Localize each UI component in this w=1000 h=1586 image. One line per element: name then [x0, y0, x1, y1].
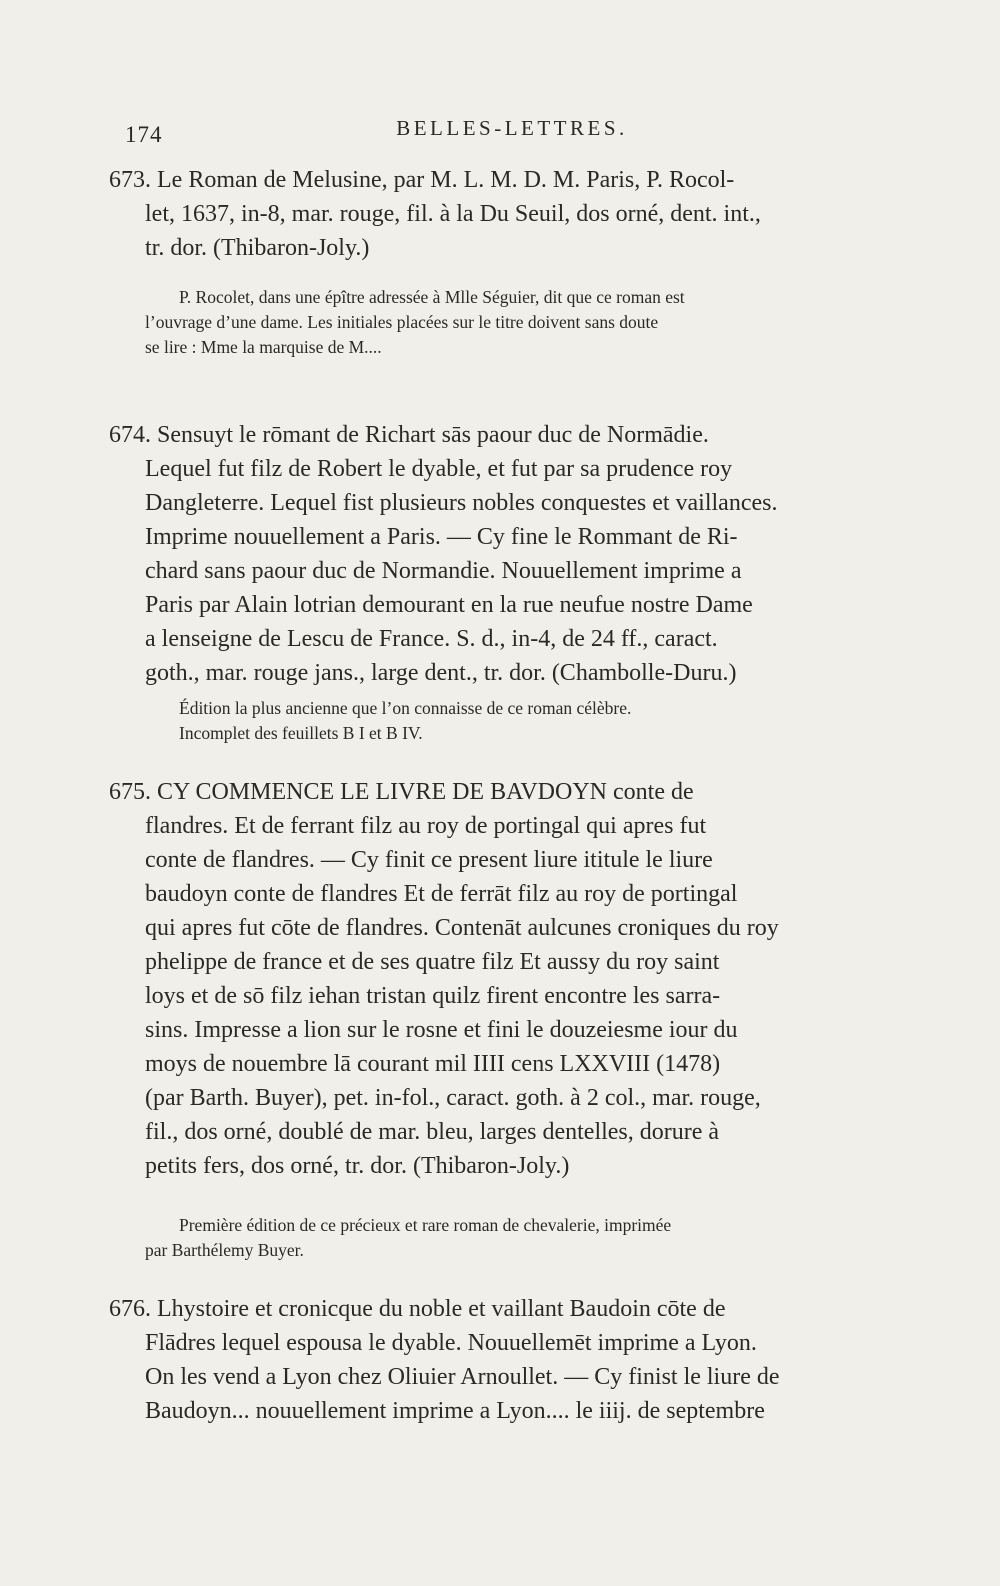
entry-note-675 [109, 1213, 869, 1263]
entry-line: 673. Le Roman de Melusine, par M. L. M. D. M. Paris, P. Rocol- [109, 167, 735, 193]
entry-line: phelippe de france et de ses quatre filz Et aussy du roy saint [145, 949, 720, 975]
entry-line: qui apres fut cōte de flandres. Contenāt aulcunes croniques du roy [145, 915, 779, 941]
note-line: Incomplet des feuillets B I et B IV. [179, 723, 423, 743]
entry-line: Imprime nouuellement a Paris. — Cy fine le Rommant de Ri- [145, 524, 738, 550]
entry-line: sins. Impresse a lion sur le rosne et fini le douzeiesme iour du [145, 1017, 738, 1043]
entry-line: conte de flandres. — Cy finit ce present liure ititule le liure [145, 847, 713, 873]
entry-line: Lequel fut filz de Robert le dyable, et fut par sa prudence roy [145, 456, 733, 482]
note-line: se lire : Mme la marquise de M.... [145, 337, 382, 357]
entry-line: a lenseigne de Lescu de France. S. d., in-4, de 24 ff., caract. [145, 626, 718, 652]
entry-line: Paris par Alain lotrian demourant en la rue neufue nostre Dame [145, 592, 753, 618]
catalog-entry-674 [109, 418, 869, 690]
entry-line: moys de nouembre lā courant mil IIII cens LXXVIII (1478) [145, 1051, 721, 1077]
note-line: Édition la plus ancienne que l’on connaisse de ce roman célèbre. [179, 698, 632, 718]
running-title: BELLES-LETTRES. [396, 116, 628, 140]
page-number: 174 [125, 122, 163, 147]
entry-line: On les vend a Lyon chez Oliuier Arnoullet. — Cy finist le liure de [145, 1364, 780, 1390]
entry-line: baudoyn conte de flandres Et de ferrāt filz au roy de portingal [145, 881, 738, 907]
entry-line: Baudoyn... nouuellement imprime a Lyon.... le iiij. de septembre [145, 1398, 765, 1424]
entry-line: tr. dor. (Thibaron-Joly.) [145, 235, 370, 261]
catalog-entry-675 [109, 775, 869, 1183]
entry-line: (par Barth. Buyer), pet. in-fol., caract. goth. à 2 col., mar. rouge, [145, 1085, 761, 1111]
entry-line: 676. Lhystoire et cronicque du noble et vaillant Baudoin cōte de [109, 1296, 726, 1322]
entry-line: let, 1637, in-8, mar. rouge, fil. à la Du Seuil, dos orné, dent. int., [145, 201, 761, 227]
page-header [0, 112, 1000, 152]
entry-line: Dangleterre. Lequel fist plusieurs nobles conquestes et vaillances. [145, 490, 778, 516]
entry-note-674 [109, 696, 869, 746]
entry-line: chard sans paour duc de Normandie. Nouuellement imprime a [145, 558, 742, 584]
entry-line: petits fers, dos orné, tr. dor. (Thibaron-Joly.) [145, 1153, 570, 1179]
entry-line: 675. CY COMMENCE LE LIVRE DE BAVDOYN conte de [109, 779, 694, 805]
note-line: Première édition de ce précieux et rare roman de chevalerie, imprimée [179, 1215, 672, 1235]
entry-line: fil., dos orné, doublé de mar. bleu, larges dentelles, dorure à [145, 1119, 720, 1145]
entry-line: loys et de sō filz iehan tristan quilz firent encontre les sarra- [145, 983, 721, 1009]
catalog-entry-673 [109, 163, 869, 265]
entry-note-673 [109, 285, 869, 360]
entry-line: 674. Sensuyt le rōmant de Richart sās paour duc de Normādie. [109, 422, 709, 448]
entry-line: flandres. Et de ferrant filz au roy de portingal qui apres fut [145, 813, 707, 839]
entry-line: Flādres lequel espousa le dyable. Nouuellemēt imprime a Lyon. [145, 1330, 757, 1356]
note-line: par Barthélemy Buyer. [145, 1240, 304, 1260]
catalog-entry-676 [109, 1292, 869, 1428]
entry-line: goth., mar. rouge jans., large dent., tr. dor. (Chambolle-Duru.) [145, 660, 737, 686]
note-line: P. Rocolet, dans une épître adressée à Mlle Séguier, dit que ce roman est [179, 287, 685, 307]
note-line: l’ouvrage d’une dame. Les initiales placées sur le titre doivent sans doute [145, 312, 659, 332]
